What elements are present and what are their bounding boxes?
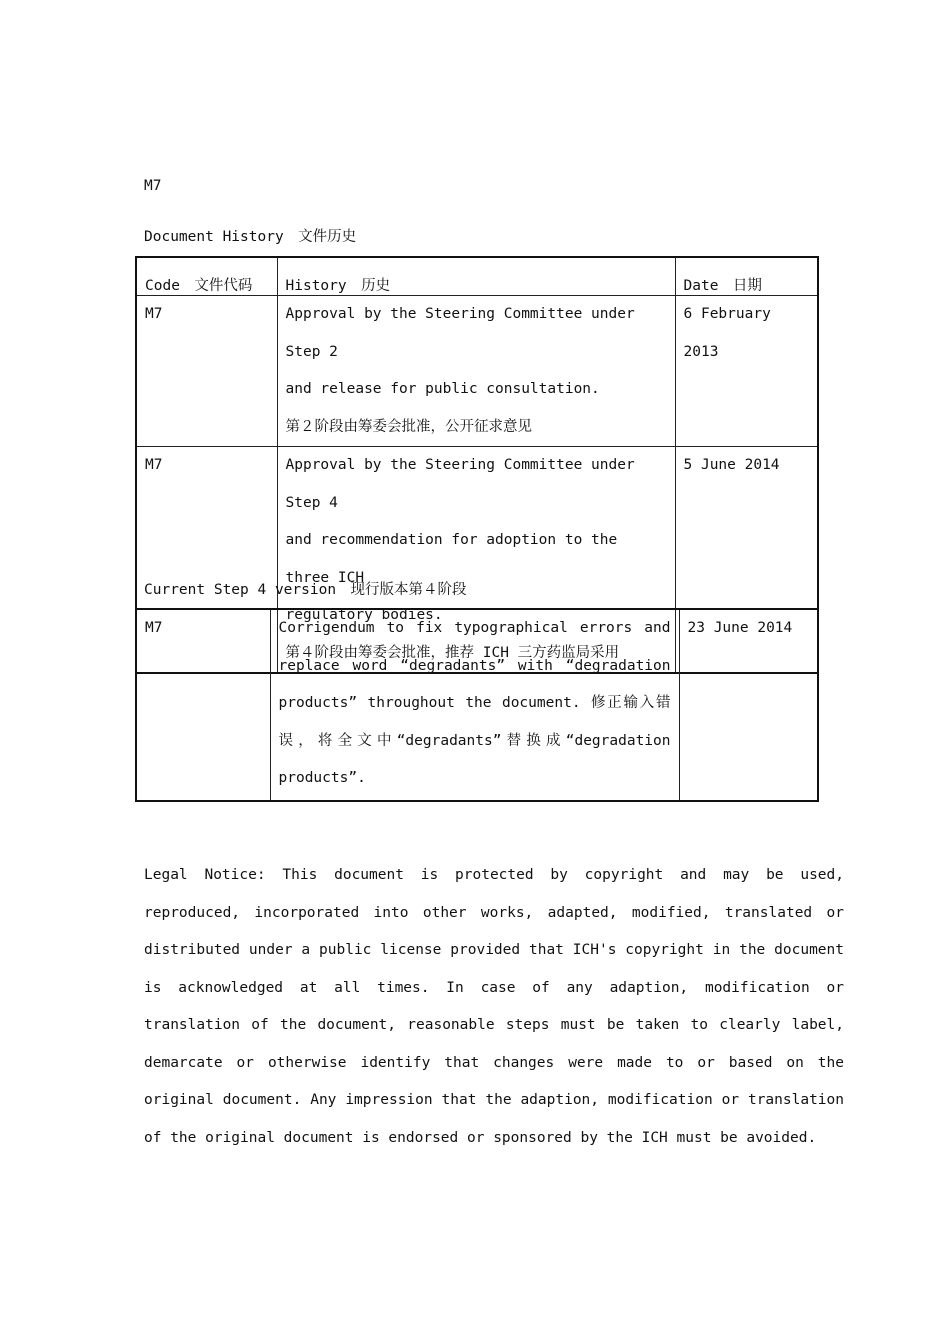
history-zh-line: 第２阶段由筹委会批准，公开征求意见	[285, 418, 532, 435]
document-history-title: Document History 文件历史	[144, 229, 357, 245]
row-code: M7	[136, 447, 277, 674]
header-history: History 历史	[277, 257, 675, 296]
row-date: 6 February 2013	[675, 296, 818, 447]
current-version-label: Current Step 4 version 现行版本第４阶段	[144, 582, 467, 598]
history-zh-line: 第４阶段由筹委会批准，推荐 ICH 三方药监局采用	[285, 644, 620, 661]
table-header-row	[136, 257, 818, 296]
row-code: M7	[136, 609, 270, 801]
row-date: 23 June 2014	[679, 609, 818, 801]
header-code: Code 文件代码	[136, 257, 277, 296]
corrigendum-table	[135, 608, 819, 802]
row-history: Corrigendum to fix typographical errors and replace word “degradants” with “degradation products” throughout the document. 修正输入错误，将全文中“degradants”替换成“degradation products”.	[270, 609, 679, 801]
row-history	[277, 296, 675, 447]
row-date: 5 June 2014	[675, 447, 818, 674]
row-code: M7	[136, 296, 277, 447]
history-en-line: regulatory bodies.	[285, 607, 443, 623]
history-en-line: Approval by the Steering Committee under Step 2	[285, 306, 635, 360]
legal-notice: Legal Notice: This document is protected by copyright and may be used, reproduced, incorporated into other works, adapted, modified, translated or distributed under a public license provided that ICH's copyright in the document is acknowledged at all times. In case of any adaption, modification or translation of the document, reasonable steps must be taken to clearly label, demarcate or otherwise identify that changes were made to or based on the original document. Any impression that the adaption, modification or translation of the original document is endorsed or sponsored by the ICH must be avoided.	[144, 867, 844, 1146]
history-en-line: and release for public consultation.	[285, 381, 600, 397]
document-code: M7	[144, 178, 162, 194]
table-row	[136, 609, 818, 801]
header-date: Date 日期	[675, 257, 818, 296]
table-row	[136, 296, 818, 447]
history-en-line: and recommendation for adoption to the three ICH	[285, 532, 618, 586]
history-en-line: Approval by the Steering Committee under Step 4	[285, 457, 635, 511]
